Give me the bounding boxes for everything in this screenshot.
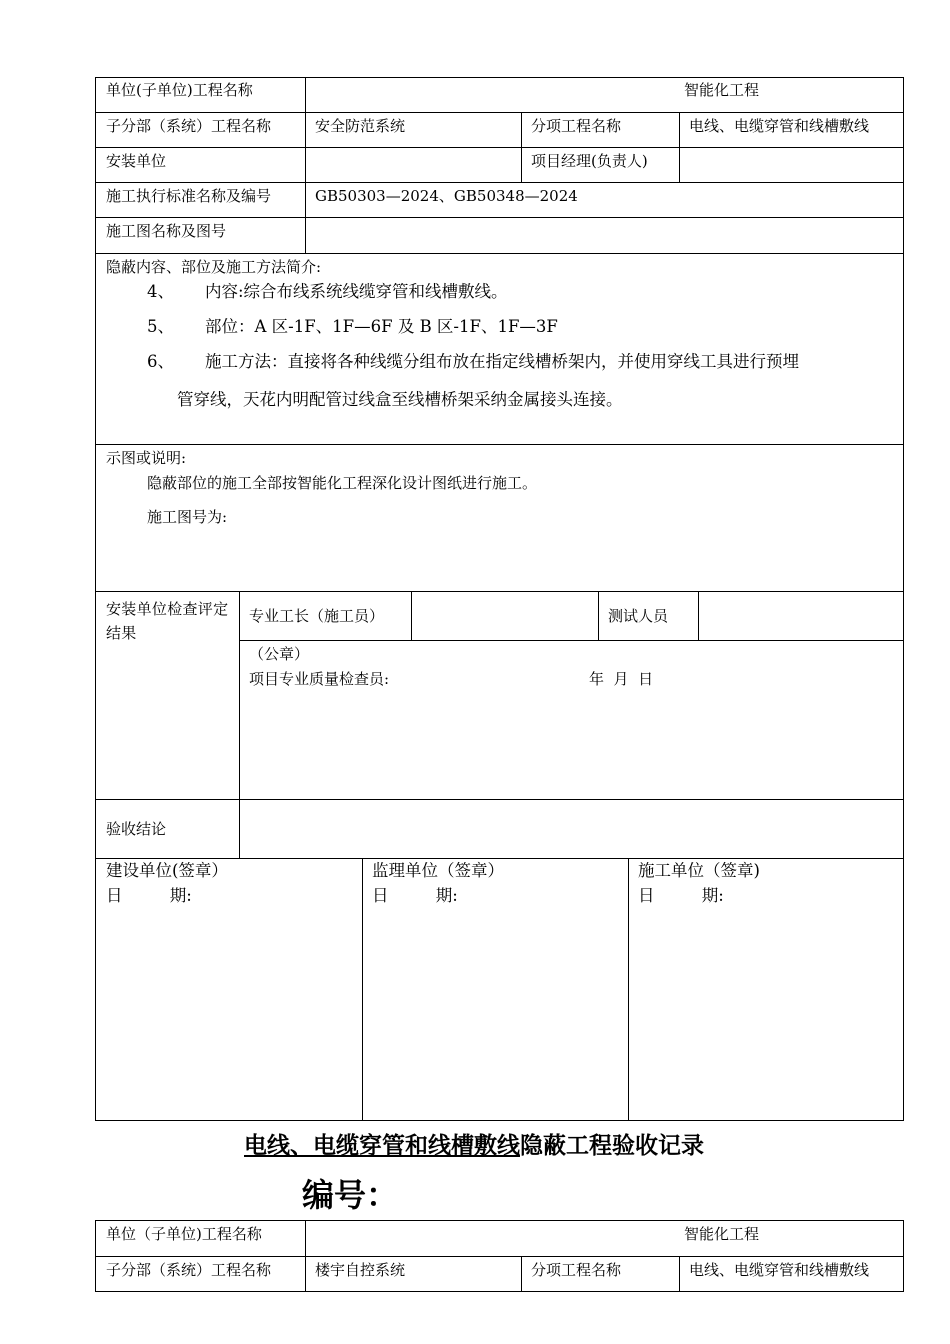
- tester-label: 测试人员: [608, 607, 669, 625]
- contractor-signature-label: 施工单位（签章): [638, 861, 760, 880]
- table1-rule: [239, 591, 240, 858]
- unit-project-name-label: 单位(子单位)工程名称: [106, 81, 253, 99]
- table1-rule: [628, 858, 629, 1121]
- hidden-content-heading: 隐蔽内容、部位及施工方法简介:: [106, 258, 322, 276]
- foreman-label: 专业工长（施工员）: [249, 607, 385, 625]
- sub-item-name-value: 电线、电缆穿管和线槽敷线: [689, 1261, 870, 1279]
- sub-item-name-label: 分项工程名称: [531, 117, 622, 135]
- contractor-signature-date: 日 期:: [638, 886, 724, 905]
- sub-division-name-value: 楼宇自控系统: [315, 1261, 406, 1279]
- table1-rule: [95, 591, 904, 592]
- sub-division-name-value: 安全防范系统: [315, 117, 406, 135]
- record-number-label: 编号：: [302, 1176, 399, 1214]
- supervisor-signature-label: 监理单位（签章）: [372, 861, 504, 880]
- unit-project-name-value: 智能化工程: [684, 81, 760, 99]
- table1-rule: [95, 444, 904, 445]
- table1-rule: [95, 112, 904, 113]
- standard-label: 施工执行标准名称及编号: [106, 187, 272, 205]
- table1-rule: [95, 147, 904, 148]
- table1-rule: [411, 591, 412, 640]
- drawing-number-label: 施工图号为:: [147, 508, 228, 526]
- table1-rule: [698, 591, 699, 640]
- sub-item-name-label: 分项工程名称: [531, 1261, 622, 1279]
- table1-rule: [598, 591, 599, 640]
- unit-project-name-label: 单位（子单位)工程名称: [106, 1225, 262, 1243]
- item-text: 施工方法：直接将各种线缆分组布放在指定线槽桥架内，并使用穿线工具进行预埋: [205, 352, 799, 371]
- table1-rule: [679, 112, 680, 182]
- project-manager-label: 项目经理(负责人): [531, 152, 648, 170]
- record-title: [244, 1132, 704, 1160]
- sub-item-name-value: 电线、电缆穿管和线槽敷线: [689, 117, 870, 135]
- diagram-note: 隐蔽部位的施工全部按智能化工程深化设计图纸进行施工。: [147, 474, 538, 492]
- drawing-name-label: 施工图名称及图号: [106, 222, 227, 240]
- unit-project-name-value: 智能化工程: [684, 1225, 760, 1243]
- installer-label: 安装单位: [106, 152, 167, 170]
- table1-rule: [305, 77, 306, 253]
- table1-rule: [95, 217, 904, 218]
- item-number: 6、: [147, 352, 174, 371]
- table2-rule: [95, 1256, 904, 1257]
- table1-rule: [95, 799, 904, 800]
- item-text-continued: 管穿线，天花内明配管过线盒至线槽桥架采纳金属接头连接。: [177, 390, 623, 409]
- table1-rule: [239, 640, 904, 641]
- table2-rule: [305, 1220, 306, 1292]
- official-seal-label: （公章）: [249, 645, 310, 663]
- sub-division-name-label: 子分部（系统）工程名称: [106, 1261, 272, 1279]
- record-title-underlined: 电线、电缆穿管和线槽敷线: [244, 1132, 520, 1159]
- item-text: 部位：A 区-1F、1F—6F 及 B 区-1F、1F—3F: [205, 317, 558, 336]
- inspection-date: 年 月 日: [589, 670, 654, 688]
- item-text: 内容:综合布线系统线缆穿管和线槽敷线。: [205, 282, 508, 301]
- item-number: 4、: [147, 282, 174, 301]
- table1-rule: [95, 182, 904, 183]
- item-number: 5、: [147, 317, 174, 336]
- inspection-result-label: 安装单位检查评定结果: [106, 600, 229, 642]
- table1-rule: [95, 253, 904, 254]
- sub-division-name-label: 子分部（系统）工程名称: [106, 117, 272, 135]
- table2-rule: [679, 1256, 680, 1292]
- table1-rule: [521, 112, 522, 182]
- standard-value: GB50303—2024、GB50348—2024: [315, 187, 578, 205]
- quality-inspector-label: 项目专业质量检查员:: [249, 670, 390, 688]
- record-title-rest: 隐蔽工程验收记录: [520, 1132, 704, 1159]
- owner-signature-date: 日 期:: [106, 886, 192, 905]
- supervisor-signature-date: 日 期:: [372, 886, 458, 905]
- table1-rule: [362, 858, 363, 1121]
- owner-signature-label: 建设单位(签章）: [106, 861, 228, 880]
- diagram-heading: 示图或说明:: [106, 449, 187, 467]
- table1-rule: [95, 858, 904, 859]
- acceptance-conclusion-label: 验收结论: [106, 820, 167, 838]
- table2-rule: [521, 1256, 522, 1292]
